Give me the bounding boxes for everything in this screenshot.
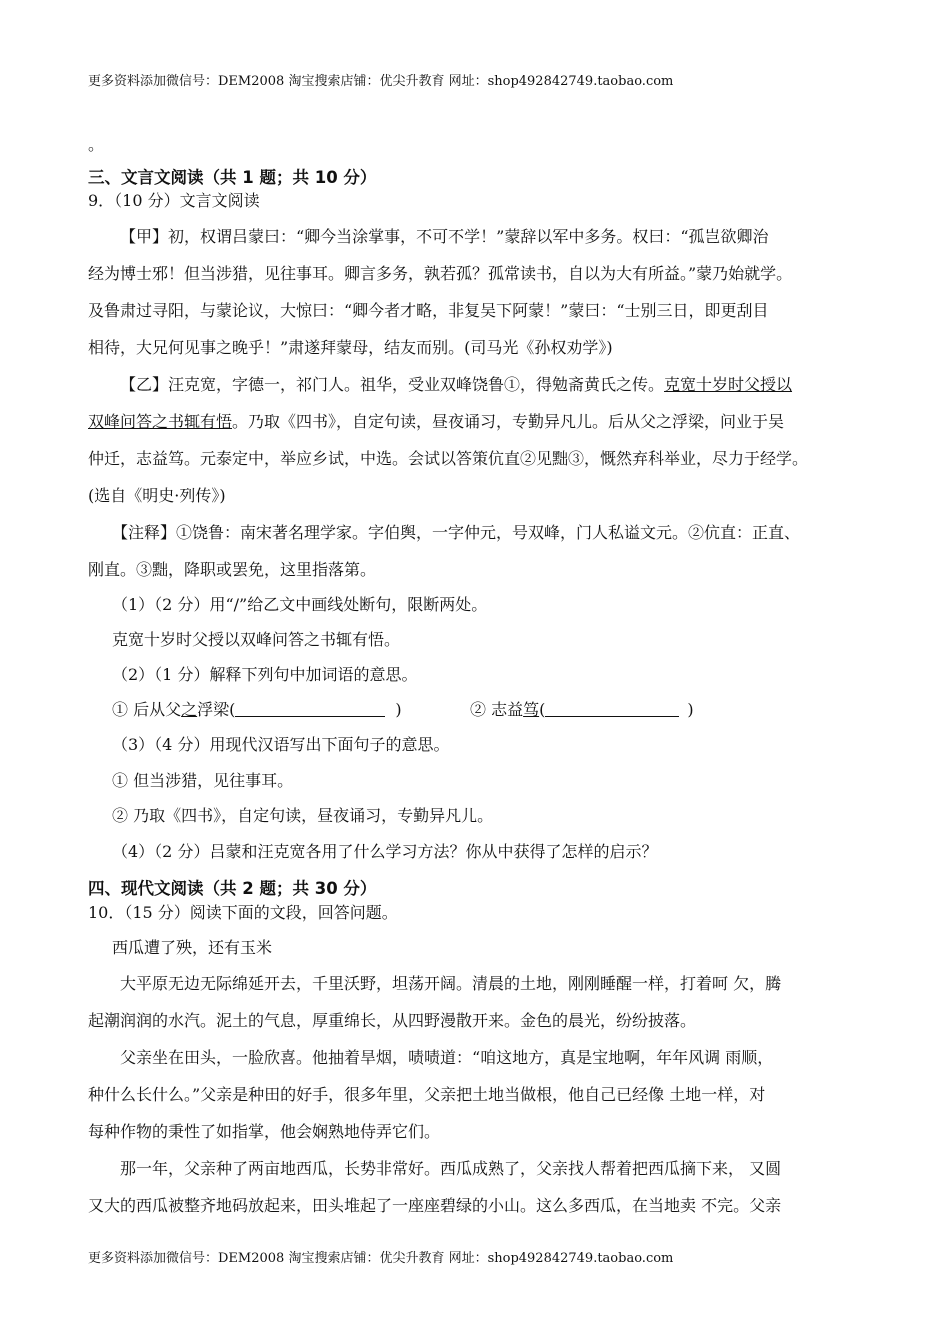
annotation-line-2: 刚直。③黜，降职或罢免，这里指落第。 bbox=[88, 560, 377, 579]
passage-jia-line-1: 【甲】初，权谓吕蒙曰：“卿今当涂掌事，不可不学！”蒙辞以军中多务。权曰：“孤岂欲卿治 bbox=[120, 227, 769, 246]
sub-question-2-item-a bbox=[112, 697, 402, 720]
answer-blank-b[interactable] bbox=[545, 702, 679, 717]
section-3-title: 三、文言文阅读（共 1 题；共 10 分） bbox=[88, 168, 377, 187]
passage-yi-source: (选自《明史·列传》) bbox=[88, 486, 226, 505]
page-footer: 更多资料添加微信号：DEM2008 淘宝搜索店铺：优尖升教育 网址：shop492842749.taobao.com bbox=[88, 1251, 674, 1266]
question-9-heading: 9．（10 分）文言文阅读 bbox=[88, 191, 260, 210]
sub-question-4: （4）（2 分）吕蒙和汪克宽各用了什么学习方法？你从中获得了怎样的启示？ bbox=[112, 842, 658, 861]
item-a-close-paren: ) bbox=[395, 700, 402, 719]
passage-yi-text: 。乃取《四书》，自定句读，昼夜诵习，专勤异凡儿。后从父之浮梁，问业于吴 bbox=[232, 412, 785, 431]
story-line-3: 父亲坐在田头，一脸欣喜。他抽着旱烟，啧啧道：“咱这地方，真是宝地啊，年年风调 雨顺， bbox=[120, 1048, 774, 1067]
passage-yi-line-3: 仲迁，志益笃。元泰定中，举应乡试，中选。会试以答策伉直②见黜③，慨然弃科举业，尽力于经学。 bbox=[88, 449, 809, 468]
sub-question-1-sentence: 克宽十岁时父授以双峰问答之书辄有悟。 bbox=[112, 630, 401, 649]
item-a-suffix: 浮梁( bbox=[197, 700, 236, 719]
section-4-title: 四、现代文阅读（共 2 题；共 30 分） bbox=[88, 879, 377, 898]
passage-yi-text: 【乙】汪克宽，字德一，祁门人。祖华，受业双峰饶鲁①，得勉斋黄氏之传。 bbox=[120, 375, 665, 394]
story-line-4: 种什么长什么。”父亲是种田的好手，很多年里，父亲把土地当做根，他自己已经像 土地一样，对 bbox=[88, 1085, 766, 1104]
story-line-7: 又大的西瓜被整齐地码放起来，田头堆起了一座座碧绿的小山。这么多西瓜，在当地卖 不完。父亲 bbox=[88, 1196, 782, 1215]
passage-yi-line-1 bbox=[120, 372, 792, 395]
passage-jia-line-2: 经为博士邪！但当涉猎，见往事耳。卿言多务，孰若孤？孤常读书，自以为大有所益。”蒙乃始就学。 bbox=[88, 264, 793, 283]
story-title: 西瓜遭了殃，还有玉米 bbox=[112, 938, 273, 957]
sub-question-1: （1）（2 分）用“/”给乙文中画线处断句，限断两处。 bbox=[112, 595, 488, 614]
item-b-open-paren: ( bbox=[539, 700, 546, 719]
sub-question-2: （2）（1 分）解释下列句中加词语的意思。 bbox=[112, 665, 418, 684]
item-a-prefix: ① 后从父 bbox=[112, 700, 182, 719]
item-a-keyword: 之 bbox=[181, 700, 198, 719]
story-line-1: 大平原无边无际绵延开去，千里沃野，坦荡开阔。清晨的土地，刚刚睡醒一样，打着呵 欠，腾 bbox=[120, 974, 782, 993]
sub-question-3-item-a: ① 但当涉猎，见往事耳。 bbox=[112, 771, 294, 790]
story-line-2: 起潮润润的水汽。泥土的气息，厚重绵长，从四野漫散开来。金色的晨光，纷纷披落。 bbox=[88, 1011, 697, 1030]
sub-question-3: （3）（4 分）用现代汉语写出下面句子的意思。 bbox=[112, 735, 450, 754]
sub-question-2-item-b bbox=[470, 697, 694, 720]
answer-blank-a[interactable] bbox=[235, 702, 385, 717]
question-10-heading: 10．（15 分）阅读下面的文段，回答问题。 bbox=[88, 903, 398, 922]
passage-jia-line-3: 及鲁肃过寻阳，与蒙论议，大惊曰：“卿今者才略，非复吴下阿蒙！”蒙曰：“士别三日，即更刮目 bbox=[88, 301, 769, 320]
page-header: 更多资料添加微信号：DEM2008 淘宝搜索店铺：优尖升教育 网址：shop492842749.taobao.com bbox=[88, 74, 674, 89]
underlined-sentence-part-1: 克宽十岁时父授以 bbox=[664, 375, 793, 394]
underlined-sentence-part-2: 双峰问答之书辄有悟 bbox=[88, 412, 233, 431]
passage-yi-line-2 bbox=[88, 409, 784, 432]
item-b-prefix: ② 志益 bbox=[470, 700, 524, 719]
story-line-5: 每种作物的秉性了如指掌，他会娴熟地侍弄它们。 bbox=[88, 1122, 441, 1141]
item-b-keyword: 笃 bbox=[523, 700, 540, 719]
annotation-line-1: 【注释】①饶鲁：南宋著名理学家。字伯舆，一字仲元，号双峰，门人私谥文元。②伉直：正直、 bbox=[112, 523, 801, 542]
item-b-close-paren: ) bbox=[687, 700, 694, 719]
leading-mark: 。 bbox=[88, 135, 105, 154]
sub-question-3-item-b: ② 乃取《四书》，自定句读，昼夜诵习，专勤异凡儿。 bbox=[112, 806, 494, 825]
passage-jia-line-4: 相待，大兄何见事之晚乎！”肃遂拜蒙母，结友而别。(司马光《孙权劝学》) bbox=[88, 338, 613, 357]
story-line-6: 那一年，父亲种了两亩地西瓜，长势非常好。西瓜成熟了，父亲找人帮着把西瓜摘下来， 又圆 bbox=[120, 1159, 782, 1178]
